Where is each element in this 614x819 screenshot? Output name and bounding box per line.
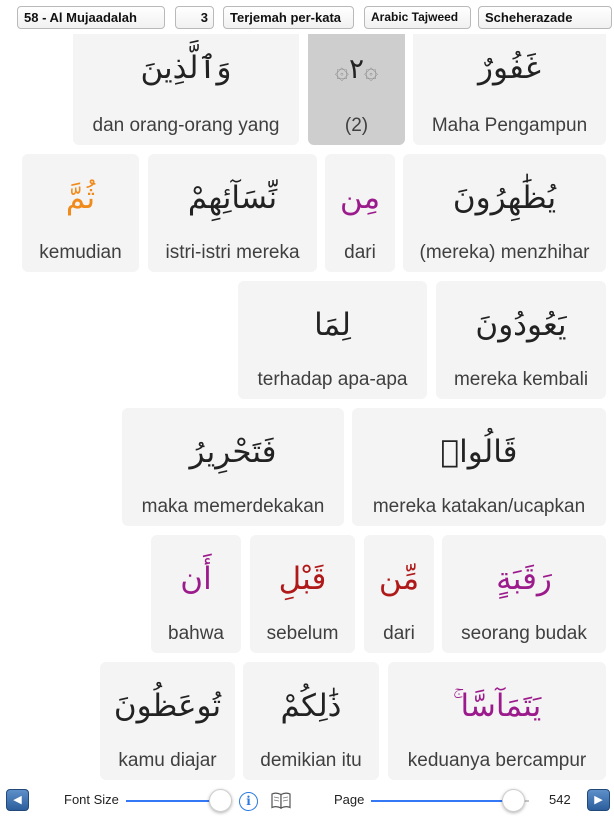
ayah-number-label: (2): [344, 115, 369, 136]
word-card[interactable]: [22, 154, 139, 272]
word-card[interactable]: [325, 154, 395, 272]
arabic-word: قَبْلِ: [278, 561, 327, 597]
arabic-word: لِمَا: [314, 307, 351, 343]
arabic-word: أَن: [180, 561, 212, 597]
word-translation: seorang budak: [461, 623, 587, 644]
arabic-word: يُظَٰهِرُونَ: [452, 180, 557, 216]
surah-selector[interactable]: 58 - Al Mujaadalah: [17, 6, 165, 29]
right-arrow-icon[interactable]: ▶: [587, 789, 610, 811]
word-card[interactable]: [122, 408, 344, 526]
arabic-word: قَالُوا۟: [440, 434, 518, 470]
slider-thumb[interactable]: [502, 789, 525, 812]
ayah-ornament-icon: ۞: [364, 56, 379, 84]
arabic-word: تُوعَظُونَ: [113, 688, 222, 724]
word-card[interactable]: [364, 535, 434, 653]
word-translation: maka memerdekakan: [141, 496, 325, 517]
word-by-word-view: [0, 34, 614, 783]
arabic-word: وَٱلَّذِينَ: [140, 50, 232, 86]
arabic-word: ذَٰلِكُمْ: [280, 688, 342, 724]
font-size-label: Font Size: [64, 792, 119, 807]
ayah-number: ۞٢۞: [334, 52, 379, 85]
word-translation: kemudian: [39, 242, 122, 263]
arabic-word: رَقَبَةٍ: [496, 561, 552, 597]
word-card[interactable]: [73, 34, 299, 145]
page-label: Page: [334, 792, 365, 807]
word-card[interactable]: [403, 154, 606, 272]
ayah-marker-card[interactable]: [308, 34, 405, 145]
arabic-word: يَعُودُونَ: [475, 307, 567, 343]
word-card[interactable]: [436, 281, 606, 399]
page-number: 542: [549, 792, 571, 807]
word-translation: demikian itu: [260, 750, 362, 771]
word-card[interactable]: [243, 662, 379, 780]
word-card[interactable]: [442, 535, 606, 653]
left-arrow-icon[interactable]: ◀: [6, 789, 29, 811]
word-translation: dan orang-orang yang: [92, 115, 280, 136]
word-card[interactable]: [413, 34, 606, 145]
translation-mode-selector[interactable]: Terjemah per-kata: [223, 6, 354, 29]
page-slider[interactable]: [371, 791, 529, 811]
ayah-selector[interactable]: 3: [175, 6, 214, 29]
word-translation: mereka kembali: [453, 369, 589, 390]
word-translation: terhadap apa-apa: [257, 369, 408, 390]
word-translation: istri-istri mereka: [165, 242, 300, 263]
top-toolbar: [0, 0, 614, 34]
word-translation: mereka katakan/ucapkan: [372, 496, 586, 517]
book-icon[interactable]: [271, 792, 291, 809]
arabic-word: يَتَمَآسَّا ۚ: [452, 688, 542, 724]
word-card[interactable]: [100, 662, 235, 780]
word-translation: bahwa: [168, 623, 224, 644]
word-card[interactable]: [352, 408, 606, 526]
slider-thumb[interactable]: [209, 789, 232, 812]
word-card[interactable]: [238, 281, 427, 399]
word-card[interactable]: [148, 154, 317, 272]
arabic-word: غَفُورٌ: [478, 50, 541, 86]
arabic-word: نِّسَآئِهِمْ: [187, 180, 278, 216]
font-selector[interactable]: Scheherazade: [478, 6, 612, 29]
word-translation: Maha Pengampun: [431, 115, 588, 136]
word-card[interactable]: [388, 662, 606, 780]
word-card[interactable]: [250, 535, 355, 653]
word-translation: (mereka) menzhihar: [419, 242, 590, 263]
word-translation: kamu diajar: [118, 750, 217, 771]
word-card[interactable]: [151, 535, 241, 653]
arabic-word: مِن: [339, 180, 381, 216]
bottom-toolbar: [0, 783, 614, 819]
arabic-word: فَتَحْرِيرُ: [189, 434, 277, 470]
word-translation: dari: [344, 242, 376, 263]
arabic-word: مِّن: [378, 561, 420, 597]
script-style-selector[interactable]: Arabic Tajweed: [364, 6, 471, 29]
ayah-ornament-icon: ۞: [334, 56, 349, 84]
arabic-word: ثُمَّ: [65, 180, 96, 216]
info-icon[interactable]: i: [239, 792, 258, 811]
font-size-slider[interactable]: [126, 791, 232, 811]
word-translation: dari: [383, 623, 415, 644]
word-translation: sebelum: [266, 623, 339, 644]
word-translation: keduanya bercampur: [407, 750, 587, 771]
